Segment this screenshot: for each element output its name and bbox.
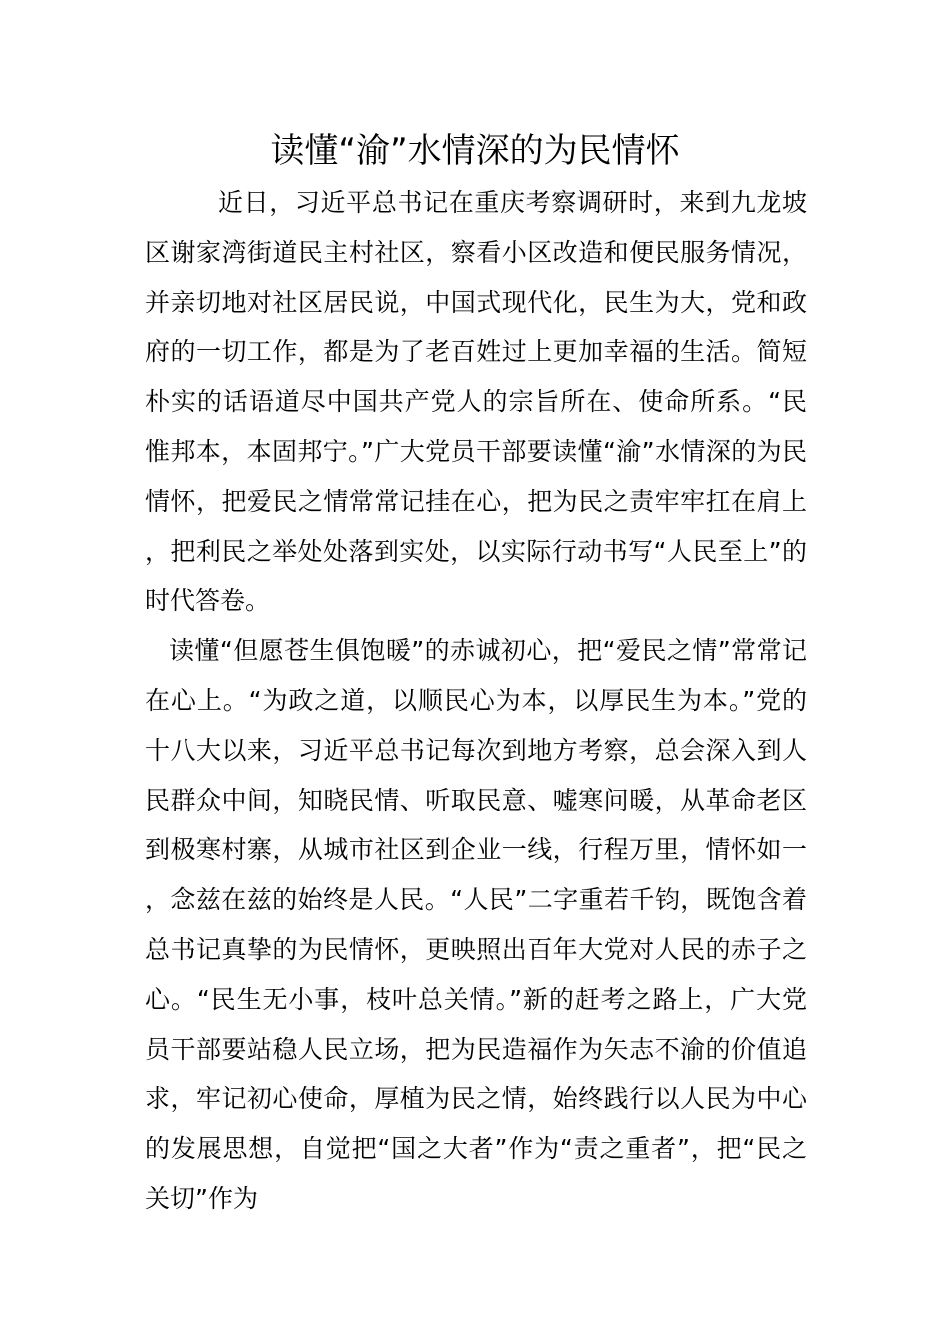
paragraph: 近日，习近平总书记在重庆考察调研时，来到九龙坡区谢家湾街道民主村社区，察看小区改造和便民服务情况，并亲切地对社区居民说，中国式现代化，民生为大，党和政府的一切工作，都是为了老百姓过上更加幸福的生活。简短朴实的话语道尽中国共产党人的宗旨所在、使命所系。“民惟邦本，本固邦宁。”广大党员干部要读懂“渝”水情深的为民情怀，把爱民之情常常记挂在心，把为民之责牢牢扛在肩上，把利民之举处处落到实处，以实际行动书写“人民至上”的时代答卷。 bbox=[145, 188, 807, 616]
paragraph: 读懂“但愿苍生俱饱暖”的赤诚初心，把“爱民之情”常常记在心上。“为政之道，以顺民心为本，以厚民生为本。”党的十八大以来，习近平总书记每次到地方考察，总会深入到人民群众中间，知晓民情、听取民意、嘘寒问暖，从革命老区到极寒村寨，从城市社区到企业一线，行程万里，情怀如一，念兹在兹的始终是人民。“人民”二字重若千钧，既饱含着总书记真挚的为民情怀，更映照出百年大党对人民的赤子之心。“民生无小事，枝叶总关情。”新的赶考之路上，广大党员干部要站稳人民立场，把为民造福作为矢志不渝的价值追求，牢记初心使命，厚植为民之情，始终践行以人民为中心的发展思想，自觉把“国之大者”作为“责之重者”，把“民之关切”作为 bbox=[145, 636, 807, 1213]
document-title: 读懂“渝”水情深的为民情怀 bbox=[270, 131, 680, 171]
document-body bbox=[145, 178, 807, 1224]
